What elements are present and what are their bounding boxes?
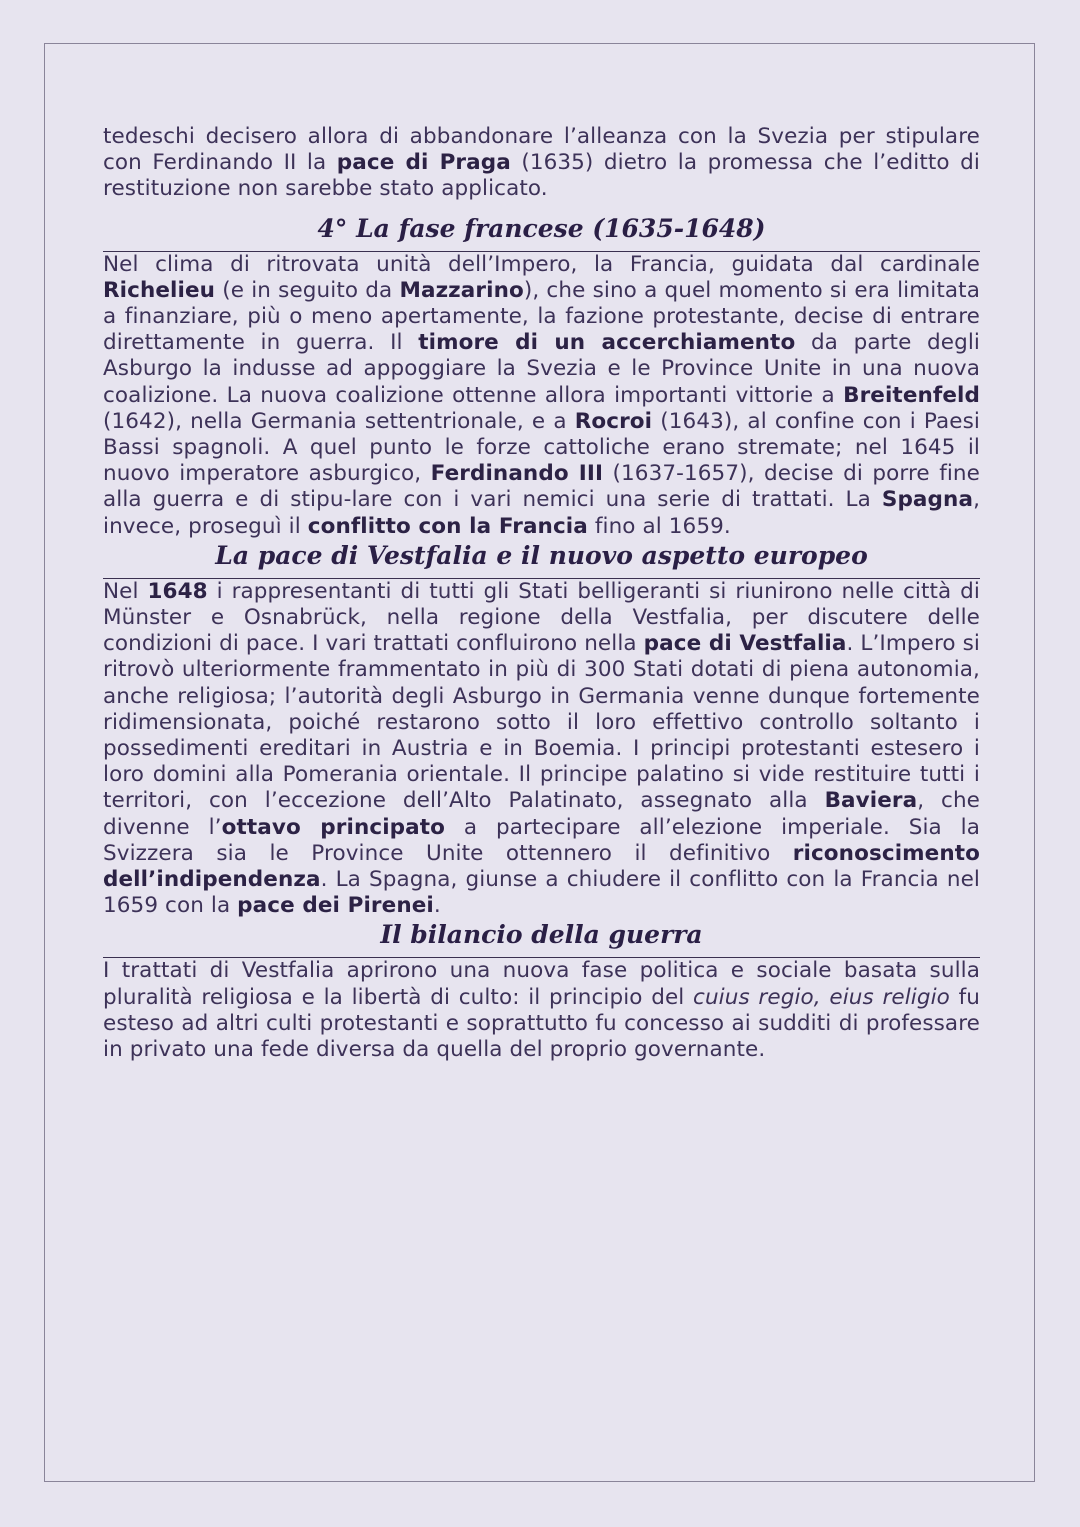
bold-term: pace di Vestfalia	[643, 631, 847, 657]
section-heading-french-phase: 4° La fase francese (1635-1648)	[103, 213, 980, 252]
bold-term: Mazzarino	[399, 277, 524, 303]
bold-term: riconoscimento dell’indipendenza	[103, 840, 980, 893]
bold-term: Richelieu	[103, 277, 216, 303]
text-run: (1642), nella Germania settentrionale, e a	[103, 408, 575, 434]
text-run: . L’Impero si ritrovò ulteriormente frammentato in più di 300 Stati dotati di piena autonomia, anche religiosa; l’autorità degli Asburgo in Germania venne dunque fortemente ridimensionata, poiché restarono sotto il loro effettivo controllo soltanto i possedimenti ereditari in Austria e in Boemia. I principi protestanti estesero i loro domini alla Pomerania orientale. Il principe palatino si vide restituire tutti i territori, con l’eccezione dell’Alto Palatinato, assegnato alla	[103, 631, 980, 814]
bold-term: Baviera	[824, 788, 918, 814]
section-paragraph-peace-of-westphalia	[103, 579, 980, 920]
text-run: Nel	[103, 578, 148, 604]
text-run: ), che sino a quel momento si era limitata a finanziare, più o meno apertamente, la fazione protestante, decise di entrare direttamente in guerra. Il	[103, 277, 980, 356]
text-run: a partecipare all’elezione imperiale. Sia la Svizzera sia le Province Unite ottennero il definitivo	[103, 814, 980, 866]
text-run: (1635) dietro la promessa che l’editto di restituzione non sarebbe stato applicato.	[103, 150, 980, 202]
section-paragraph-war-balance	[103, 958, 980, 1063]
section-heading-war-balance: Il bilancio della guerra	[103, 919, 980, 958]
section-paragraph-french-phase	[103, 252, 980, 540]
bold-term: 1648	[147, 578, 208, 604]
bold-term: Breitenfeld	[843, 382, 980, 408]
text-run: Nel clima di ritrovata unità dell’Impero, la Francia, guidata dal cardinale	[103, 251, 980, 277]
bold-term: pace dei Pirenei	[237, 893, 434, 919]
text-run: fino al 1659.	[587, 513, 731, 539]
section-heading-peace-of-westphalia: La pace di Vestfalia e il nuovo aspetto europeo	[103, 540, 980, 579]
bold-term: timore di un accerchiamento	[418, 330, 796, 356]
text-run: fu esteso ad altri culti protestanti e soprattutto fu concesso ai sudditi di professare in privato una fede diversa da quella del proprio governante.	[103, 984, 981, 1063]
text-run: i rappresentanti di tutti gli Stati belligeranti si riunirono nelle città di Münster e Osnabrück, nella regione della Vestfalia, per discutere delle condizioni di pace. I vari trattati confluirono nella	[103, 578, 980, 657]
text-run: , invece, proseguì il	[103, 487, 980, 539]
text-run: da parte degli Asburgo la indusse ad appoggiare la Svezia e le Province Unite in una nuova coalizione. La nuova coalizione ottenne allora importanti vittorie a	[103, 330, 981, 408]
bold-term: conflitto con la Francia	[307, 513, 588, 539]
text-run: .	[433, 893, 441, 919]
text-run: I trattati di Vestfalia aprirono una nuova fase politica e sociale basata sulla pluralità religiosa e la libertà di culto: il principio del	[103, 958, 980, 1010]
bold-term: pace di Praga	[336, 150, 511, 176]
text-run: (1643), al confine con i Paesi Bassi spagnoli. A quel punto le forze cattoliche erano stremate; nel 1645 il nuovo imperatore asburgico,	[103, 408, 980, 487]
text-run: . La Spagna, giunse a chiudere il conflitto con la Francia nel 1659 con la	[103, 867, 980, 919]
bold-term: Rocroi	[574, 408, 653, 434]
text-run: , che divenne l’	[103, 788, 981, 840]
bold-term: ottavo principato	[221, 814, 446, 840]
document-content	[103, 124, 980, 1063]
italic-term: cuius regio, eius religio	[693, 984, 950, 1010]
intro-paragraph	[103, 124, 980, 203]
bold-term: Spagna	[881, 487, 974, 513]
text-run: tedeschi decisero allora di abbandonare l’alleanza con la Svezia per stipulare con Ferdinando II la	[103, 124, 980, 176]
bold-term: Ferdinando III	[430, 461, 604, 487]
text-run: (e in seguito da	[215, 277, 400, 303]
text-run: (1637-1657), decise di porre fine alla guerra e di stipu-lare con i vari nemici una serie di trattati. La	[103, 461, 980, 513]
